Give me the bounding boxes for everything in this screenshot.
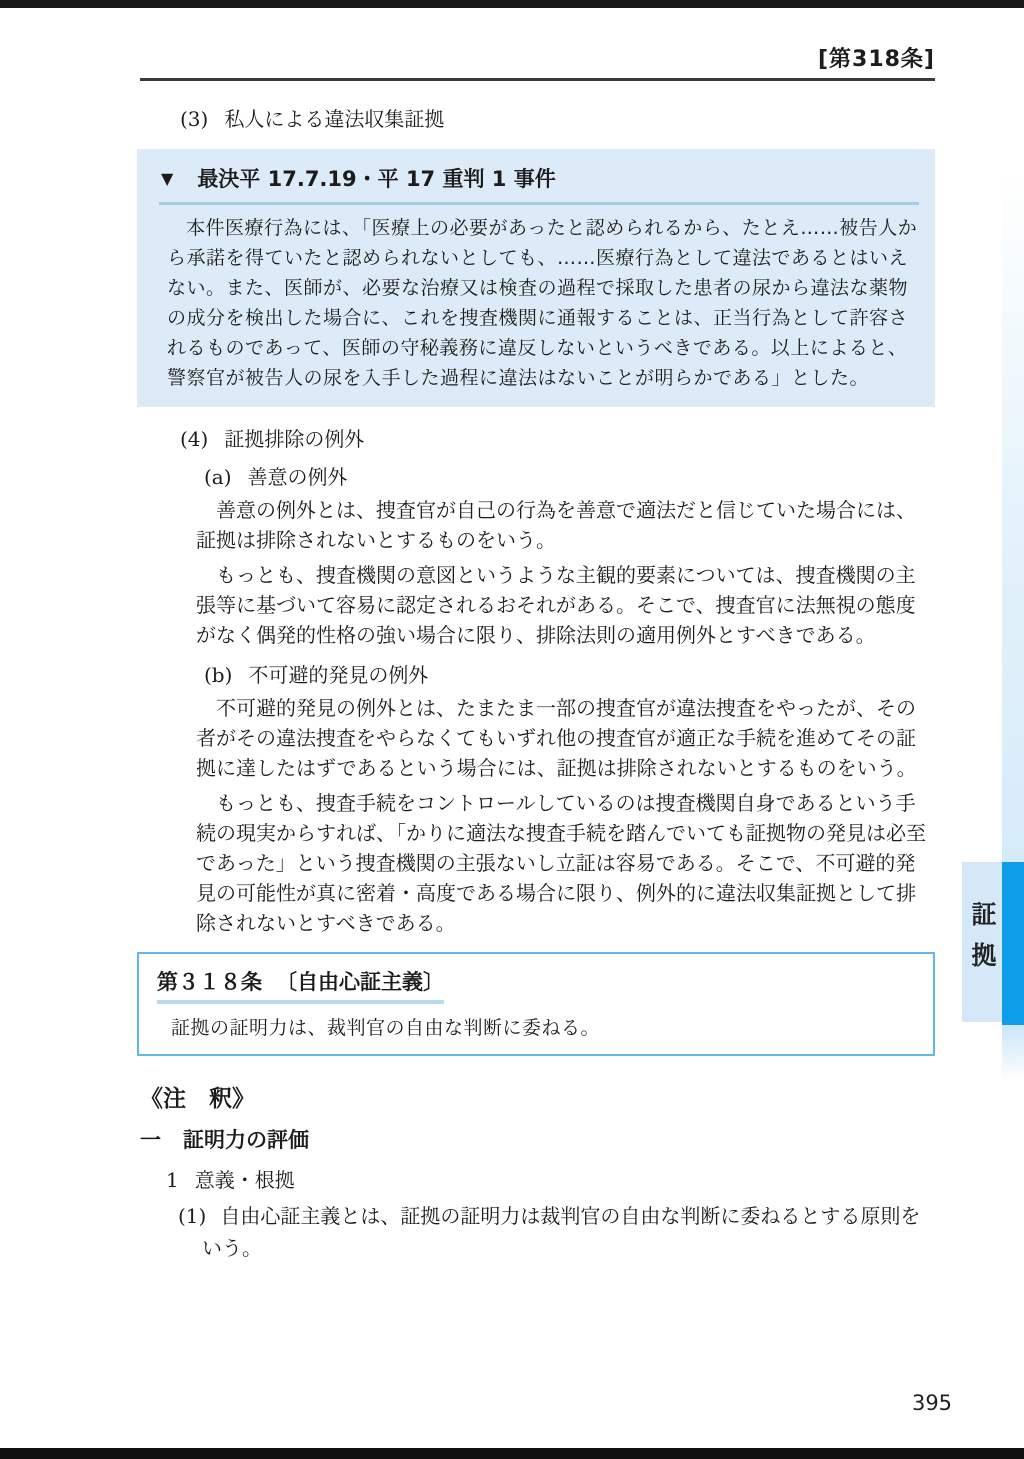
page-edge-gradient-fade [1002, 1025, 1024, 1080]
section-3-number: (3) [180, 107, 209, 131]
commentary-sub-1-title: 意義・根拠 [194, 1168, 295, 1192]
commentary-sub-1-heading [140, 1164, 935, 1193]
subsection-a-paragraph-1: 善意の例外とは、捜査官が自己の行為を善意で適法だと信じていた場合には、証拠は排除されないとするものをいう。 [196, 498, 916, 552]
subsection-b-number: (b) [204, 663, 233, 687]
page-edge-gradient-strip [1002, 168, 1024, 868]
judgment-box-title-row [159, 157, 919, 200]
top-edge-bar [0, 0, 1024, 8]
commentary-paragraph-1-number: (1) [178, 1204, 207, 1228]
commentary-sub-1-number: 1 [166, 1168, 179, 1192]
judgment-highlight-box [137, 149, 935, 407]
judgment-box-rule [159, 202, 919, 205]
judgment-summary-text: 本件医療行為には、「医療上の必要があったと認められるから、たとえ……被告人から承諾を得ていたと認められないとしても、……医療行為として違法であるとはいえない。また、医師が、必要な治療又は検査の過程で採取した患者の尿から違法な薬物の成分を検出した場合に、これを捜査機関に通報することは、正当行為として許容されるものであって、医師の守秘義務に違反しないというべきである。以上によると、警察官が被告人の尿を入手した過程に違法はないことが明らかである」とした。 [167, 217, 918, 389]
section-4-title: 証拠排除の例外 [224, 427, 365, 451]
statute-number: 第３１８条 [157, 970, 262, 994]
triangle-down-icon: ▼ [161, 168, 174, 188]
judgment-case-title: 最決平 17.7.19・平 17 重判 1 事件 [197, 167, 556, 191]
statute-heading [157, 966, 444, 1004]
subsection-a-title: 善意の例外 [247, 465, 348, 489]
section-3-heading [140, 103, 935, 132]
commentary-section-1-number: 一 [140, 1128, 161, 1152]
running-head-rule [140, 78, 935, 81]
chapter-tab-accent-block [1002, 862, 1024, 1025]
section-3-title: 私人による違法収集証拠 [224, 107, 445, 131]
subsection-a-number: (a) [204, 465, 232, 489]
section-4-number: (4) [180, 427, 209, 451]
statute-title: 〔自由心証主義〕 [276, 970, 444, 994]
subsection-a-paragraph-2: もっとも、捜査機関の意図というような主観的要素については、捜査機関の主張等に基づいて容易に認定されるおそれがある。そこで、捜査官に法無視の態度がなく偶発的性格の強い場合に限り、排除法則の適用例外とすべきである。 [196, 563, 916, 647]
chapter-thumb-tab [962, 862, 1002, 1022]
commentary-section-1-title: 証明力の評価 [183, 1128, 309, 1152]
statute-box [137, 952, 935, 1056]
commentary-heading: 《注 釈》 [140, 1086, 255, 1112]
bottom-edge-bar [0, 1448, 1024, 1459]
statute-text: 証拠の証明力は、裁判官の自由な判断に委ねる。 [171, 1017, 601, 1039]
chapter-tab-label: 証拠 [968, 901, 997, 983]
page-content [140, 8, 935, 1264]
running-head-article-label: [第318条] [817, 47, 935, 72]
subsection-b-paragraph-2: もっとも、捜査手続をコントロールしているのは捜査機関自身であるという手続の現実からすれば、「かりに適法な捜査手続を踏んでいても証拠物の発見は必至であった」という捜査機関の主張ないし立証は容易である。そこで、不可避的発見の可能性が真に密着・高度である場合に限り、例外的に違法収集証拠として排除されないとすべきである。 [196, 791, 926, 935]
commentary-paragraph-1-text: 自由心証主義とは、証拠の証明力は裁判官の自由な判断に委ねるとする原則をいう。 [202, 1204, 921, 1260]
subsection-a-heading [140, 461, 935, 490]
subsection-b-paragraph-1: 不可避的発見の例外とは、たまたま一部の捜査官が違法捜査をやったが、その者がその違法捜査をやらなくてもいずれ他の捜査官が適正な手続を進めてその証拠に達したはずであるという場合には、証拠は排除されないとするものをいう。 [196, 696, 917, 780]
commentary-section-1-heading [140, 1124, 935, 1154]
page-number: 395 [911, 1391, 953, 1415]
section-4-heading [140, 423, 935, 452]
subsection-b-title: 不可避的発見の例外 [248, 663, 429, 687]
subsection-b-heading [140, 659, 935, 688]
commentary-paragraph-1 [140, 1200, 935, 1264]
